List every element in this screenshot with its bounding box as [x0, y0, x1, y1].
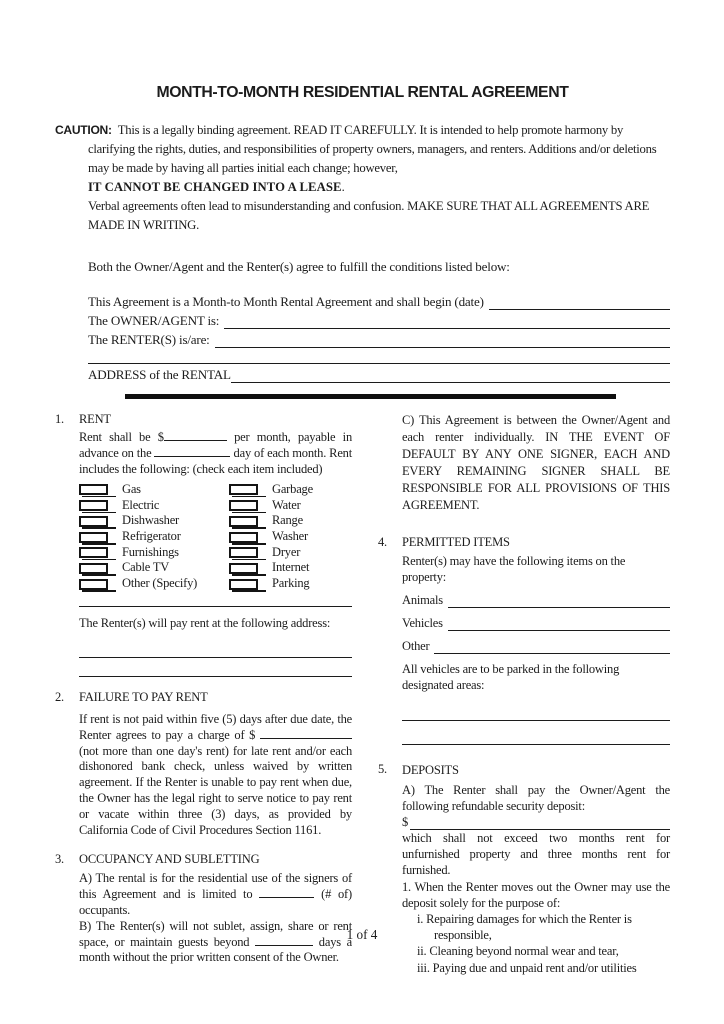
section-title: PERMITTED ITEMS — [402, 534, 510, 549]
section-number: 2. — [55, 689, 64, 704]
owner-agent-label: The OWNER/AGENT is: — [88, 313, 220, 328]
checkbox-garbage[interactable] — [229, 484, 258, 495]
caution-emphasis-period: . — [341, 180, 345, 194]
other-items-row — [402, 631, 670, 654]
clause-c-spacer — [378, 412, 402, 514]
checkbox-dryer[interactable] — [229, 547, 258, 558]
caution-emphasis: IT CANNOT BE CHANGED INTO A LEASE — [88, 180, 342, 194]
checkbox-label: Electric — [122, 497, 160, 512]
extra-renters-blank[interactable] — [88, 348, 670, 364]
designated-areas-blank-1[interactable] — [402, 720, 670, 721]
occupancy-a-text-2: (# of) occupants. — [79, 886, 352, 917]
begin-date-blank[interactable] — [489, 296, 670, 310]
checkbox-label: Gas — [122, 482, 141, 497]
pay-address-heading: The Renter(s) will pay rent at the following address: — [79, 615, 331, 630]
checkbox-item-cable-tv — [79, 561, 229, 577]
permitted-items-intro: Renter(s) may have the following items on the property: — [402, 554, 626, 585]
renters-label: The RENTER(S) is/are: — [88, 332, 210, 347]
clause-c — [378, 412, 670, 514]
checkbox-item-washer — [229, 529, 352, 545]
checkbox-label: Water — [272, 497, 301, 512]
left-column — [55, 412, 352, 976]
checkbox-label: Washer — [272, 529, 308, 544]
checkbox-water[interactable] — [229, 500, 258, 511]
vehicles-label: Vehicles — [402, 615, 443, 630]
rent-text-3: day of each month. Rent includes the following: (check each item included) — [79, 446, 352, 477]
deposit-a-paragraph: A) The Renter shall pay the Owner/Agent the following refundable security deposit: — [402, 782, 670, 813]
deposit-use-paragraph: 1. When the Renter moves out the Owner may use the deposit solely for the purpose of: — [402, 879, 670, 910]
designated-areas-blank-2[interactable] — [402, 744, 670, 745]
checkbox-item-refrigerator — [79, 529, 229, 545]
checkbox-range[interactable] — [229, 516, 258, 527]
checkbox-item-range — [229, 514, 352, 530]
checkbox-label: Range — [272, 513, 303, 528]
section-2-failure-to-pay — [55, 690, 352, 839]
begin-date-row — [88, 291, 670, 310]
checkbox-refrigerator[interactable] — [79, 532, 108, 543]
checkbox-item-gas — [79, 482, 229, 498]
section-title: RENT — [79, 411, 111, 426]
section-1-rent — [55, 412, 352, 677]
checkbox-label: Internet — [272, 560, 310, 575]
checkbox-washer[interactable] — [229, 532, 258, 543]
section-divider — [125, 394, 616, 399]
other-items-label[interactable] — [448, 617, 670, 631]
section-title: OCCUPANCY AND SUBLETTING — [79, 852, 260, 866]
included-items-grid — [79, 482, 352, 592]
checkbox-label: Other (Specify) — [122, 576, 198, 591]
vehicles-row — [402, 608, 670, 631]
checkbox-label: Parking — [272, 576, 310, 591]
checkbox-item-water — [229, 498, 352, 514]
pay-address-blank-2[interactable] — [79, 676, 352, 677]
right-column — [378, 412, 670, 976]
two-column-body — [55, 412, 670, 976]
occupants-blank[interactable] — [259, 888, 314, 898]
animals-label: Animals — [402, 592, 443, 607]
late-charge-text-2: (not more than one day's rent) for late rent and/or each dishonored bank check, unless waived by written agreement. If the Renter is unable to pay rent when due, the Owner has the legal right to serve notice to pay rent or vacate within three (3) days, as provided by California Code of Civil Procedures Section 1161. — [79, 743, 352, 838]
checkbox-item-garbage — [229, 482, 352, 498]
designated-areas-note: All vehicles are to be parked in the following designated areas: — [402, 662, 620, 693]
checkbox-label: Furnishings — [122, 544, 179, 559]
other-items-label: Other — [402, 638, 430, 653]
deposit-limit-paragraph: which shall not exceed two months rent for unfurnished property and three months rent for furnished. — [402, 831, 670, 878]
checkbox-cable-tv[interactable] — [79, 563, 108, 574]
occupancy-b-text-1: B) The Renter(s) will not sublet, assign, share or rent space, or maintain guests beyond — [79, 918, 352, 949]
pay-address-blank-1[interactable] — [79, 657, 352, 658]
checkbox-electric[interactable] — [79, 500, 108, 511]
checkbox-item-electric — [79, 498, 229, 514]
renters-row — [88, 329, 670, 348]
page-number: 1 of 4 — [346, 927, 378, 942]
other-items-blank[interactable] — [434, 640, 670, 654]
checkbox-label: Cable TV — [122, 560, 170, 575]
deposit-amount-blank[interactable] — [410, 816, 670, 830]
checkbox-item-dryer — [229, 545, 352, 561]
intro-fields — [88, 291, 670, 383]
other-specify-blank[interactable] — [79, 606, 352, 607]
late-charge-paragraph — [79, 712, 352, 839]
checkbox-item-dishwasher — [79, 514, 229, 530]
late-charge-text-1: If rent is not paid within five (5) days after due date, the Renter agrees to pay a charge of $ — [79, 711, 352, 742]
rent-text-2: per month, payable in advance on the — [79, 430, 352, 461]
checkbox-label: Dishwasher — [122, 513, 180, 528]
section-title: DEPOSITS — [402, 763, 459, 778]
section-4-permitted-items — [378, 535, 670, 746]
rent-text-1: Rent shall be $ — [79, 430, 164, 445]
late-charge-blank[interactable] — [260, 729, 352, 739]
section-title: FAILURE TO PAY RENT — [79, 689, 208, 704]
rent-amount-blank[interactable] — [164, 431, 227, 441]
checkbox-item-other-specify — [79, 576, 229, 592]
clause-c-paragraph: C) This Agreement is between the Owner/Agent and each renter individually. IN THE EVENT OF DEFAULT BY ANY ONE SIGNER, EACH AND EVERY REMAINING SIGNER SHALL BE RESPONSIBLE FOR ALL PROVISIONS OF THIS AGREEMENT. — [402, 412, 670, 512]
deposit-amount-row — [402, 814, 670, 830]
begin-date-label: This Agreement is a Month-to Month Rental Agreement and shall begin (date) — [88, 294, 484, 309]
animals-blank[interactable] — [448, 594, 670, 608]
checkbox-furnishings[interactable] — [79, 547, 108, 558]
checkbox-item-furnishings — [79, 545, 229, 561]
section-number: 3. — [55, 852, 64, 866]
checkbox-label: Garbage — [272, 482, 313, 497]
rent-paragraph — [79, 430, 352, 478]
caution-label: CAUTION: — [55, 123, 112, 137]
deposit-purpose-item: ii. Cleaning beyond normal wear and tear, — [417, 944, 619, 959]
renters-blank[interactable] — [215, 334, 670, 348]
rental-address-blank[interactable] — [231, 369, 670, 383]
owner-agent-row — [88, 310, 670, 329]
rental-address-label: ADDRESS of the RENTAL — [88, 367, 231, 382]
rent-day-blank[interactable] — [154, 447, 230, 457]
caution-intro-text: This is a legally binding agreement. READ IT CAREFULLY. It is intended to help promote harmony by clarifying the rights, duties, and responsibilities of property owners, managers, and renters. Additions and/or deletions may be made by having all parties initial each change; however, — [88, 123, 657, 175]
checkbox-parking[interactable] — [229, 579, 258, 590]
rental-address-row — [88, 365, 670, 383]
caution-verbal-text: Verbal agreements often lead to misunderstanding and confusion. MAKE SURE THAT ALL AGREEMENTS ARE MADE IN WRITING. — [88, 199, 650, 232]
deposit-purpose-item: iii. Paying due and unpaid rent and/or utilities — [417, 960, 637, 975]
conditions-line: Both the Owner/Agent and the Renter(s) agree to fulfill the conditions listed below: — [88, 259, 510, 274]
owner-agent-blank[interactable] — [224, 315, 670, 329]
checkbox-label: Dryer — [272, 544, 301, 559]
occupancy-b-text-2: days a month without the prior written consent of the Owner. — [79, 934, 352, 965]
animals-row — [402, 585, 670, 608]
section-number: 5. — [378, 762, 387, 777]
checkbox-gas[interactable] — [79, 484, 108, 495]
checkbox-item-parking — [229, 576, 352, 592]
section-5-deposits — [378, 762, 670, 975]
occupancy-a-text-1: A) The rental is for the residential use of the signers of this Agreement and is limited to — [79, 870, 352, 901]
page-title: MONTH-TO-MONTH RESIDENTIAL RENTAL AGREEMENT — [156, 84, 569, 101]
section-3-occupancy — [55, 852, 352, 966]
checkbox-item-internet — [229, 561, 352, 577]
occupancy-a-paragraph — [79, 871, 352, 919]
currency-symbol: $ — [402, 814, 409, 829]
caution-block — [55, 121, 670, 235]
checkbox-other-specify[interactable] — [79, 579, 108, 590]
deposit-purpose-item: i. Repairing damages for which the Renter is responsible, — [417, 912, 632, 943]
checkbox-dishwasher[interactable] — [79, 516, 108, 527]
checkbox-internet[interactable] — [229, 563, 258, 574]
section-number: 1. — [55, 411, 64, 426]
section-number: 4. — [378, 534, 387, 549]
checkbox-label: Refrigerator — [122, 529, 181, 544]
